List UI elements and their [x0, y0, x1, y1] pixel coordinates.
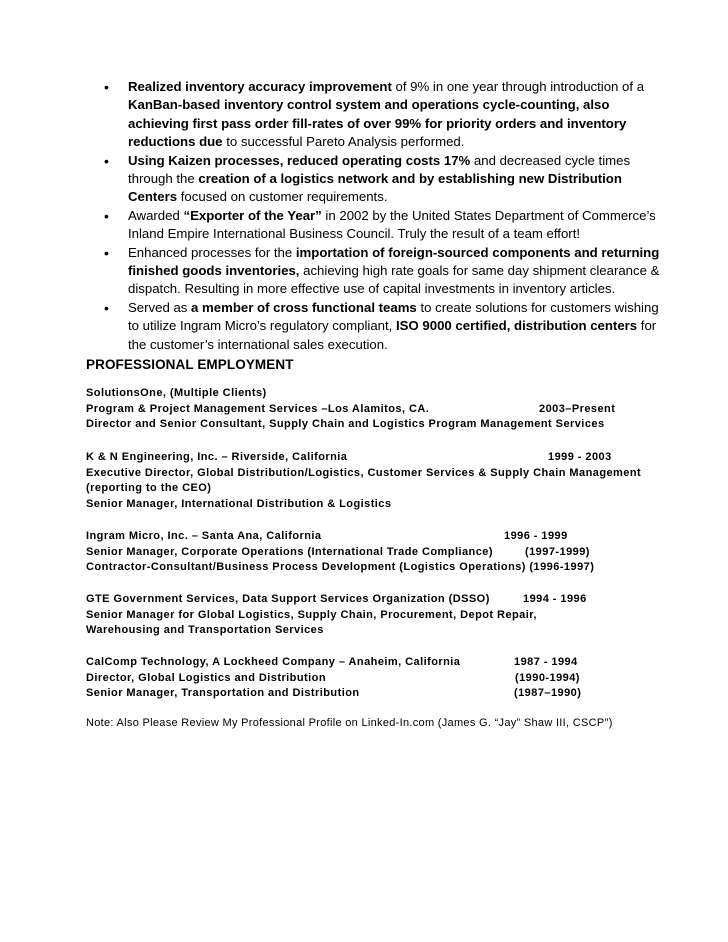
job-title: Senior Manager, International Distribution & Logistics [86, 497, 392, 510]
job-line [86, 686, 706, 702]
job-dates: 1996 - 1999 [504, 530, 568, 542]
achievement-item [0, 207, 728, 244]
job-company: CalComp Technology, A Lockheed Company – Anaheim, California [86, 656, 461, 668]
job-line [86, 671, 706, 687]
job-dates: 1987 - 1994 [514, 656, 578, 668]
job-company: SolutionsOne, (Multiple Clients) [86, 387, 267, 399]
achievement-item [0, 299, 728, 354]
job-dates: (1990-1994) [515, 671, 580, 684]
achievement-item [0, 244, 728, 299]
achievement-text-bold: KanBan-based inventory control system and operations cycle-counting, also achieving first pass order fill-rates of over 99% for priority orders and inventory reductions due [128, 97, 627, 150]
bullet-icon: • [104, 299, 109, 316]
job-line [86, 497, 706, 513]
achievement-item [0, 152, 728, 207]
job-line [86, 560, 706, 576]
achievement-text: Served as [128, 299, 192, 315]
bullet-icon: • [104, 244, 109, 261]
job-line [86, 529, 706, 545]
job-line [86, 655, 706, 671]
achievement-text: Awarded [128, 207, 184, 223]
achievement-text-bold: a member of cross functional teams [191, 299, 417, 315]
achievement-text: to create solutions for customers wishing to utilize Ingram Micro’s regulatory compliant, [128, 299, 659, 334]
job-title: Senior Manager, Corporate Operations (International Trade Compliance) [86, 545, 493, 558]
achievement-text: of 9% in one year through introduction of a [391, 79, 645, 94]
job-title: Senior Manager for Global Logistics, Supply Chain, Procurement, Depot Repair, [86, 608, 537, 621]
job-dates: 1999 - 2003 [548, 451, 612, 463]
job-title: Director, Global Logistics and Distribution [86, 671, 326, 684]
job-title: Warehousing and Transportation Services [86, 624, 324, 637]
achievement-text: Enhanced processes for the [128, 244, 296, 260]
job-entry [86, 592, 706, 639]
achievement-text-bold: creation of a logistics network and by establishing new Distribution Centers [128, 171, 622, 205]
job-company: K & N Engineering, Inc. – Riverside, California [86, 451, 348, 463]
achievement-text: focused on customer requirements. [177, 189, 388, 205]
job-line [86, 386, 706, 402]
job-line [86, 402, 706, 418]
achievement-text-bold: ISO 9000 certified, distribution centers [396, 318, 638, 334]
job-line [86, 592, 706, 608]
bullet-icon: • [104, 152, 109, 169]
job-title: Executive Director, Global Distribution/Logistics, Customer Services & Supply Chain Management [86, 466, 642, 479]
achievement-text-bold: importation of foreign-sourced components and returning finished goods inventories, [128, 244, 660, 279]
job-title: Contractor-Consultant/Business Process Development (Logistics Operations) (1996-1997) [86, 561, 595, 574]
achievement-item [0, 78, 728, 152]
job-dates: (1987–1990) [514, 687, 582, 700]
job-entry [86, 450, 706, 512]
job-dates: 2003–Present [539, 402, 616, 415]
job-line [86, 417, 706, 433]
job-location: Program & Project Management Services –Los Alamitos, CA. [86, 402, 430, 415]
job-line [86, 466, 706, 482]
achievement-text-bold: “Exporter of the Year” [183, 207, 322, 223]
job-line [86, 545, 706, 561]
job-title: Senior Manager, Transportation and Distribution [86, 687, 360, 700]
job-line [86, 608, 706, 624]
job-line [86, 450, 706, 466]
achievement-text: to successful Pareto Analysis performed. [222, 134, 465, 150]
achievement-list [0, 78, 728, 354]
job-dates: (1997-1999) [525, 545, 590, 558]
job-company: Ingram Micro, Inc. – Santa Ana, California [86, 530, 322, 542]
job-title: (reporting to the CEO) [86, 482, 212, 495]
section-heading: PROFESSIONAL EMPLOYMENT [86, 357, 294, 372]
job-entry [86, 529, 706, 576]
job-line [86, 481, 706, 497]
job-line [86, 623, 706, 639]
achievement-text: and decreased cycle times through the [128, 152, 631, 187]
achievement-text: achieving high rate goals for same day shipment clearance & dispatch. Resulting in more effective use of capital investments in inventory articles. [128, 263, 660, 297]
achievement-text: in 2002 by the United States Department of Commerce’s Inland Empire International Business Council. Truly the result of a team effort! [128, 207, 656, 242]
bullet-icon: • [104, 79, 109, 95]
job-title: Director and Senior Consultant, Supply Chain and Logistics Program Management Services [86, 418, 605, 431]
job-dates: 1994 - 1996 [523, 593, 587, 605]
job-entry [86, 386, 706, 433]
achievement-text-bold: Using Kaizen processes, reduced operating costs 17% [128, 152, 471, 168]
bullet-icon: • [104, 207, 109, 224]
job-company: GTE Government Services, Data Support Services Organization (DSSO) [86, 593, 490, 605]
job-entry [86, 655, 706, 702]
linkedin-note: Note: Also Please Review My Professional Profile on Linked-In.com (James G. “Jay” Shaw III, CSCP") [86, 717, 613, 729]
achievement-text: for the customer’s international sales execution. [128, 318, 657, 352]
achievement-text-bold: Realized inventory accuracy improvement [128, 79, 392, 94]
